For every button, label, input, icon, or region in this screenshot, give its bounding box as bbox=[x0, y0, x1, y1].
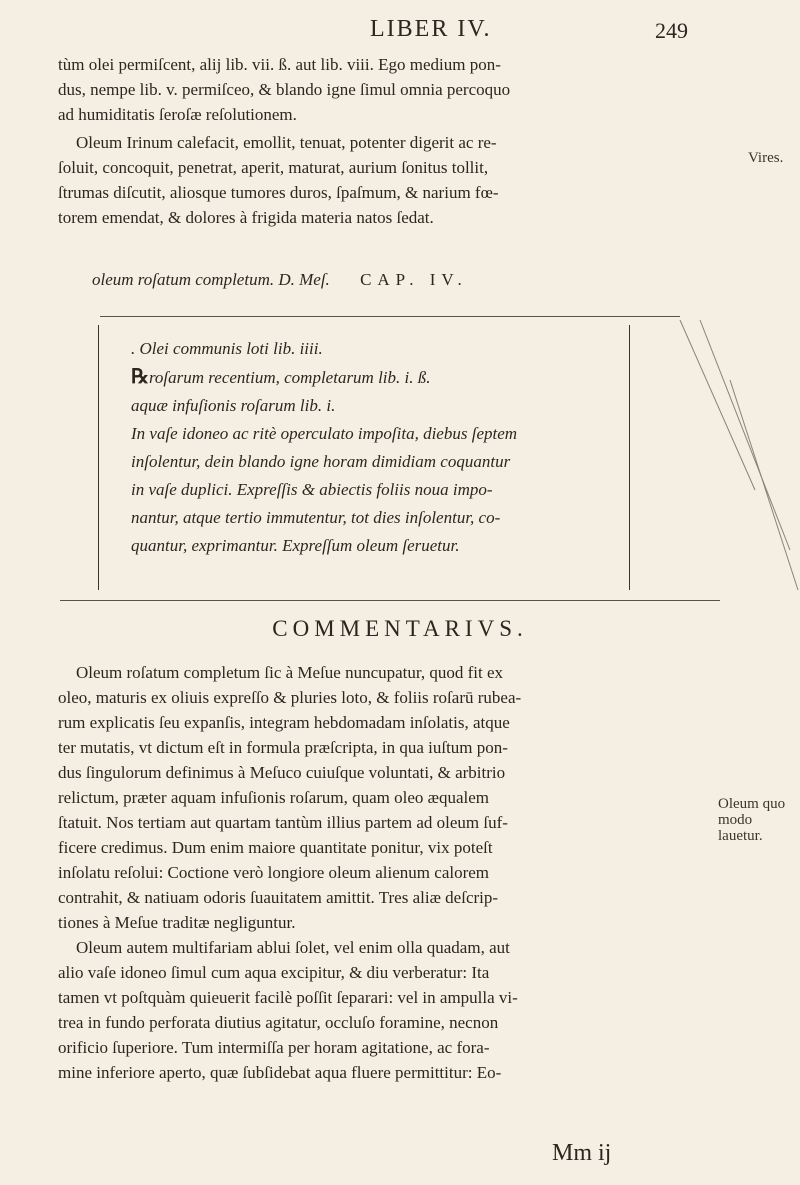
chapter-title bbox=[92, 270, 712, 290]
text-line: inſolatu reſolui: Coctione verò longiore oleum alienum calorem bbox=[58, 863, 490, 882]
signature-mark: Mm ij bbox=[552, 1140, 612, 1166]
text-line: rum explicatis ſeu expanſis, integram hebdomadam inſolatis, atque bbox=[58, 713, 510, 732]
text-line: oleo, maturis ex oliuis expreſſo & pluries loto, & foliis roſarū rubea- bbox=[58, 688, 522, 707]
recipe-name: oleum roſatum completum. D. Meſ. bbox=[92, 270, 330, 289]
text-line: relictum, præter aquam infuſionis roſarum, quam oleo æqualem bbox=[58, 788, 490, 807]
sidenote-vires: Vires. bbox=[748, 150, 784, 166]
text-line: tùm olei permiſcent, alij lib. vii. ß. aut lib. viii. Ego medium pon- bbox=[58, 55, 501, 74]
text-line: orificio ſuperiore. Tum intermiſſa per horam agitatione, ac fora- bbox=[58, 1038, 490, 1057]
page-number: 249 bbox=[655, 18, 688, 43]
text-line: tamen vt poſtquàm quieuerit facilè poſſit ſeparari: vel in ampulla vi- bbox=[58, 988, 518, 1007]
recipe-line: In vaſe idoneo ac ritè operculato impoſita, diebus ſeptem bbox=[131, 424, 518, 443]
text-line: mine inferiore aperto, quæ ſubſidebat aqua fluere permittitur: Eo- bbox=[58, 1063, 502, 1082]
running-head-title: LIBER IV. bbox=[370, 16, 492, 42]
text-line: dus, nempe lib. v. permiſceo, & blando igne ſimul omnia percoquo bbox=[58, 80, 511, 99]
text-line: ficere credimus. Dum enim maiore quantitate ponitur, vix poteſt bbox=[58, 838, 493, 857]
chapter-number: CAP. IV. bbox=[360, 270, 468, 289]
page-edge-lines bbox=[660, 320, 800, 610]
recipe-line: aquæ infuſionis roſarum lib. i. bbox=[131, 396, 336, 415]
sidenote-oleum: Oleum quo modo lauetur. bbox=[718, 796, 786, 844]
text-line: Oleum autem multifariam ablui ſolet, vel enim olla quadam, aut bbox=[76, 938, 510, 957]
rule-bottom bbox=[60, 600, 720, 601]
text-line: tiones à Meſue traditæ negliguntur. bbox=[58, 913, 296, 932]
text-line: alio vaſe idoneo ſimul cum aqua excipitur, & diu verberatur: Ita bbox=[58, 963, 490, 982]
recipe-text bbox=[131, 335, 611, 560]
recipe-line: nantur, atque tertio immutentur, tot dies inſolentur, co- bbox=[131, 508, 501, 527]
recipe-line: inſolentur, dein blando igne horam dimidiam coquantur bbox=[131, 452, 511, 471]
recipe-line: in vaſe duplici. Expreſſis & abiectis foliis noua impo- bbox=[131, 480, 493, 499]
running-head bbox=[0, 14, 800, 44]
recipe-line: ℞roſarum recentium, completarum lib. i. ß. bbox=[131, 366, 431, 388]
recipe-symbol: ℞ bbox=[131, 366, 149, 388]
text-line: contrahit, & natiuam odoris ſuauitatem amittit. Tres aliæ deſcrip- bbox=[58, 888, 499, 907]
irinum-paragraph bbox=[58, 130, 698, 230]
text-line: Oleum roſatum completum ſic à Meſue nuncupatur, quod fit ex bbox=[76, 663, 504, 682]
text-line: ſoluit, concoquit, penetrat, aperit, maturat, aurium ſonitus tollit, bbox=[58, 158, 489, 177]
commentary-paragraph-2 bbox=[58, 935, 698, 1085]
text-line: dus ſingulorum definimus à Meſuco cuiuſque voluntati, & arbitrio bbox=[58, 763, 506, 782]
text-line: ad humiditatis ſeroſæ reſolutionem. bbox=[58, 105, 297, 124]
recipe-line: quantur, exprimantur. Expreſſum oleum ſeruetur. bbox=[131, 536, 460, 555]
intro-paragraph bbox=[58, 52, 698, 127]
recipe-box bbox=[98, 325, 630, 590]
text-line: ter mutatis, vt dictum eſt in formula præſcripta, in qua iuſtum pon- bbox=[58, 738, 508, 757]
section-heading: COMMENTARIVS. bbox=[272, 616, 528, 641]
text-line: trea in fundo perforata diutius agitatur, occluſo foramine, necnon bbox=[58, 1013, 499, 1032]
rule-top bbox=[100, 316, 680, 317]
text-line: ſtrumas diſcutit, aliosque tumores duros, ſpaſmum, & narium fœ- bbox=[58, 183, 499, 202]
text-line: ſtatuit. Nos tertiam aut quartam tantùm illius partem ad oleum ſuf- bbox=[58, 813, 508, 832]
text-line: torem emendat, & dolores à frigida materia natos ſedat. bbox=[58, 208, 434, 227]
text-line: Oleum Irinum calefacit, emollit, tenuat, potenter digerit ac re- bbox=[76, 133, 497, 152]
commentary-paragraph-1 bbox=[58, 660, 698, 935]
recipe-line: . Olei communis loti lib. iiii. bbox=[131, 339, 323, 358]
